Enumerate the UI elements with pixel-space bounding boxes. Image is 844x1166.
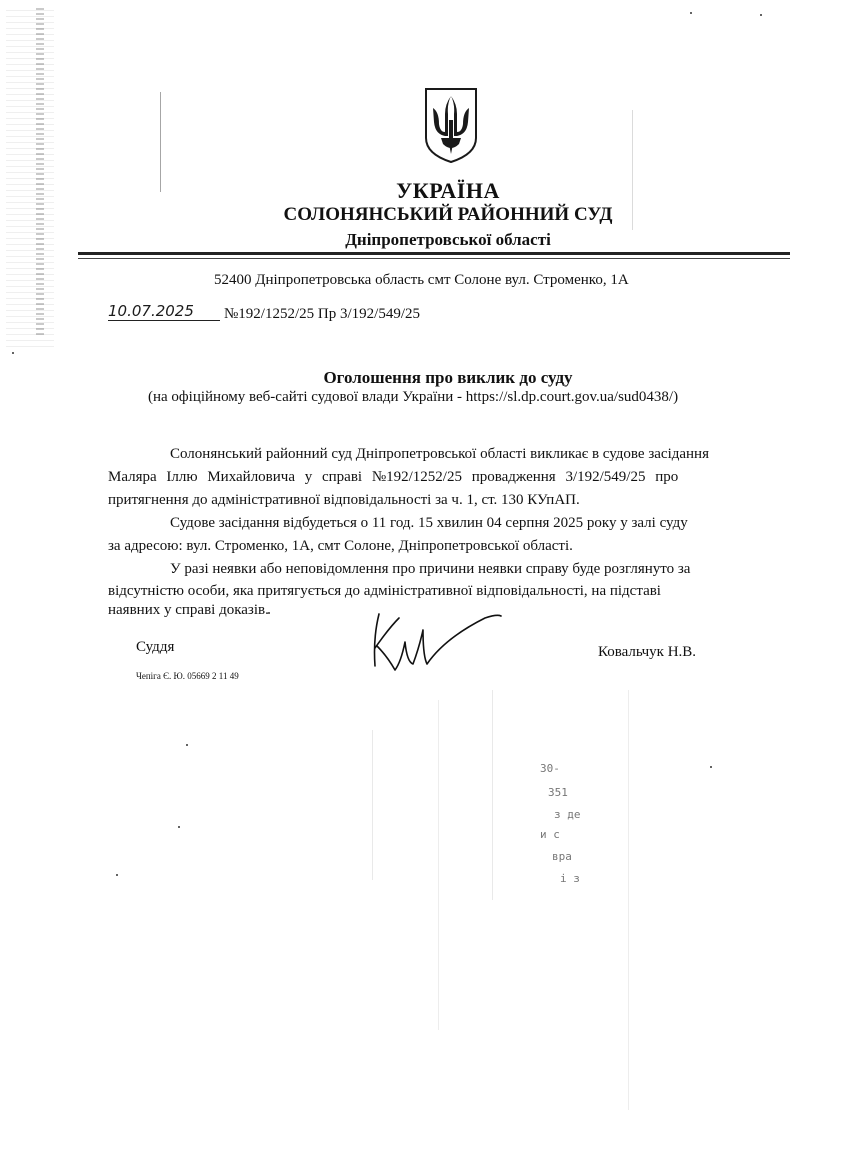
bleed-through-text: 30- <box>540 762 560 775</box>
court-name: СОЛОНЯНСЬКИЙ РАЙОННИЙ СУД <box>283 204 613 225</box>
scan-speck <box>186 744 188 746</box>
notice-title: Оголошення про виклик до суду <box>323 368 573 387</box>
scan-artifact-line <box>492 690 493 900</box>
scan-artifact-strip <box>36 8 44 338</box>
scan-speck <box>116 874 118 876</box>
body-line: притягнення до адміністративної відповідальності за ч. 1, ст. 130 КУпАП. <box>108 492 580 508</box>
country-heading: УКРАЇНА <box>396 178 500 203</box>
court-address: 52400 Дніпропетровська область смт Солоне вул. Строменко, 1А <box>214 272 629 288</box>
bleed-through-text: и с <box>540 828 560 841</box>
scan-artifact-line <box>160 92 161 192</box>
executor-note: Чепіга Є. Ю. 05669 2 11 49 <box>136 671 239 681</box>
case-reference: №192/1252/25 Пр 3/192/549/25 <box>224 306 420 322</box>
scan-speck <box>12 352 14 354</box>
body-line: наявних у справі доказів. <box>108 602 269 618</box>
body-line: за адресою: вул. Строменко, 1А, смт Солоне, Дніпропетровської області. <box>108 538 573 554</box>
scan-speck <box>760 14 762 16</box>
scan-speck <box>690 12 692 14</box>
body-line: Солонянський районний суд Дніпропетровської області викликає в судове засідання <box>170 446 709 462</box>
header-divider-thin <box>78 258 790 259</box>
body-line: відсутністю особи, яка притягується до адміністративної відповідальності, на підставі <box>108 583 661 599</box>
scan-artifact-line <box>438 700 439 1030</box>
bleed-through-text: і з <box>560 872 580 885</box>
trident-emblem-icon <box>423 86 479 164</box>
bleed-through-text: з де <box>554 808 581 821</box>
header-divider <box>78 252 790 255</box>
bleed-through-text: 351 <box>548 786 568 799</box>
handwritten-date: 10.07.2025 <box>108 302 220 321</box>
scan-artifact-line <box>628 690 629 1110</box>
notice-subtitle: (на офіційному веб-сайті судової влади України - https://sl.dp.court.gov.ua/sud0438/) <box>148 389 679 405</box>
judge-name: Ковальчук Н.В. <box>598 644 697 660</box>
scan-speck <box>178 826 180 828</box>
body-line: Судове засідання відбудеться о 11 год. 15 хвилин 04 серпня 2025 року у залі суду <box>170 515 688 531</box>
court-region: Дніпропетровської області <box>345 230 551 249</box>
scan-artifact-line <box>372 730 373 880</box>
body-line: У разі неявки або неповідомлення про причини неявки справу буде розглянуто за <box>170 561 691 577</box>
judge-label: Суддя <box>136 639 175 655</box>
body-line: Маляра Іллю Михайловича у справі №192/1252/25 провадження 3/192/549/25 про <box>108 469 679 485</box>
scan-speck <box>710 766 712 768</box>
bleed-through-text: вра <box>552 850 572 863</box>
handwritten-signature <box>365 608 505 678</box>
